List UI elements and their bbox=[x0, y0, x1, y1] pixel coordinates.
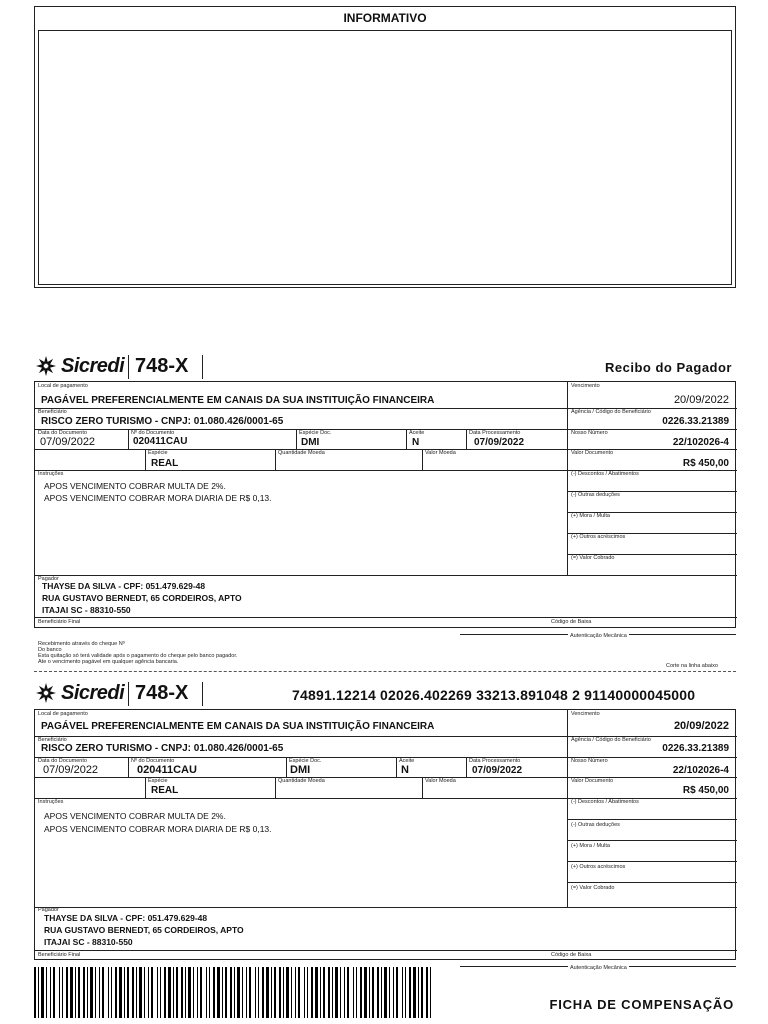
header-divider bbox=[202, 682, 203, 706]
especie-value: REAL bbox=[151, 458, 179, 469]
label-nosso-numero: Nosso Número bbox=[571, 758, 608, 764]
beneficiario-value: RISCO ZERO TURISMO - CNPJ: 01.080.426/0001-65 bbox=[41, 743, 284, 754]
label-local-pagamento: Local de pagamento bbox=[38, 711, 88, 717]
informativo-box bbox=[34, 6, 736, 288]
agencia-value: 0226.33.21389 bbox=[662, 743, 729, 754]
receipt-slip bbox=[34, 381, 736, 628]
label-outros-acrescimos: (+) Outros acréscimos bbox=[571, 534, 626, 540]
ficha-title: FICHA DE COMPENSAÇÃO bbox=[549, 997, 734, 1012]
aceite-value: N bbox=[401, 764, 409, 776]
label-codigo-baixa: Código de Baixa bbox=[551, 619, 592, 625]
label-outros-acrescimos: (+) Outros acréscimos bbox=[571, 864, 626, 870]
informativo-content-area bbox=[38, 30, 732, 285]
header-divider bbox=[128, 355, 129, 379]
label-codigo-baixa: Código de Baixa bbox=[551, 952, 592, 958]
label-numero-documento: Nº do Documento bbox=[131, 758, 175, 764]
sicredi-spiral-icon bbox=[34, 354, 58, 378]
label-vencimento: Vencimento bbox=[571, 383, 600, 389]
label-valor-moeda: Valor Moeda bbox=[425, 450, 456, 456]
pagador-line: RUA GUSTAVO BERNEDT, 65 CORDEIROS, APTO bbox=[44, 925, 244, 935]
label-mora-multa: (+) Mora / Multa bbox=[571, 513, 610, 519]
label-autenticacao: Autenticação Mecânica bbox=[570, 633, 627, 639]
label-data-documento: Data do Documento bbox=[38, 430, 87, 436]
especie-doc-value: DMI bbox=[301, 437, 320, 448]
label-beneficiario: Beneficiário bbox=[38, 409, 67, 415]
bank-logo bbox=[34, 680, 124, 706]
pagador-line: ITAJAI SC - 88310-550 bbox=[42, 605, 131, 615]
local-pagamento: PAGÁVEL PREFERENCIALMENTE EM CANAIS DA SUA INSTITUIÇÃO FINANCEIRA bbox=[41, 395, 435, 406]
numero-documento-value: 020411CAU bbox=[133, 436, 188, 447]
linha-digitavel: 74891.12214 02026.402269 33213.891048 2 91140000045000 bbox=[292, 687, 696, 703]
label-valor-cobrado: (=) Valor Cobrado bbox=[571, 555, 615, 561]
local-pagamento: PAGÁVEL PREFERENCIALMENTE EM CANAIS DA SUA INSTITUIÇÃO FINANCEIRA bbox=[41, 721, 435, 732]
bank-code: 748-X bbox=[135, 355, 189, 377]
bank-name: Sicredi bbox=[61, 354, 125, 377]
label-quantidade-moeda: Quantidade Moeda bbox=[278, 450, 325, 456]
label-vencimento: Vencimento bbox=[571, 711, 600, 717]
label-especie: Espécie bbox=[148, 450, 168, 456]
instrucao-line: APOS VENCIMENTO COBRAR MULTA DE 2%. bbox=[44, 811, 226, 821]
label-data-documento: Data do Documento bbox=[38, 758, 87, 764]
label-instrucoes: Instruções bbox=[38, 799, 64, 805]
nosso-numero-value: 22/102026-4 bbox=[672, 437, 729, 448]
pagador-line: RUA GUSTAVO BERNEDT, 65 CORDEIROS, APTO bbox=[42, 593, 242, 603]
label-aceite: Aceite bbox=[399, 758, 415, 764]
cut-line bbox=[34, 671, 736, 672]
label-valor-cobrado: (=) Valor Cobrado bbox=[571, 885, 615, 891]
data-documento-value: 07/09/2022 bbox=[40, 436, 96, 448]
receipt-title: Recibo do Pagador bbox=[605, 360, 732, 375]
bank-code: 748-X bbox=[135, 682, 189, 704]
label-agencia: Agência / Código do Beneficiário bbox=[571, 409, 651, 415]
beneficiario-value: RISCO ZERO TURISMO - CNPJ: 01.080.426/0001-65 bbox=[41, 416, 284, 427]
vencimento-value: 20/09/2022 bbox=[673, 394, 729, 406]
label-numero-documento: Nº do Documento bbox=[131, 430, 175, 436]
instrucao-line: APOS VENCIMENTO COBRAR MORA DIARIA DE R$ 0,13. bbox=[44, 493, 272, 503]
corte-label: Corte na linha abaixo bbox=[666, 663, 718, 669]
data-processamento-value: 07/09/2022 bbox=[472, 765, 523, 776]
ficha-slip bbox=[34, 709, 736, 960]
instrucao-line: APOS VENCIMENTO COBRAR MULTA DE 2%. bbox=[44, 481, 226, 491]
especie-doc-value: DMI bbox=[290, 764, 311, 776]
informativo-title: INFORMATIVO bbox=[343, 11, 427, 25]
pagador-line: ITAJAI SC - 88310-550 bbox=[44, 937, 133, 947]
agencia-value: 0226.33.21389 bbox=[662, 416, 729, 427]
numero-documento-value: 020411CAU bbox=[137, 764, 197, 776]
label-especie: Espécie bbox=[148, 778, 168, 784]
especie-value: REAL bbox=[151, 785, 179, 796]
label-pagador: Pagador bbox=[38, 576, 59, 582]
instrucao-line: APOS VENCIMENTO COBRAR MORA DIARIA DE R$ 0,13. bbox=[44, 824, 272, 834]
label-aceite: Aceite bbox=[409, 430, 425, 436]
nosso-numero-value: 22/102026-4 bbox=[672, 765, 729, 776]
label-beneficiario: Beneficiário bbox=[38, 737, 67, 743]
label-especie-doc: Espécie Doc. bbox=[289, 758, 322, 764]
label-agencia: Agência / Código do Beneficiário bbox=[571, 737, 651, 743]
label-beneficiario-final: Beneficiário Final bbox=[38, 619, 81, 625]
notice-line: Ate o vencimento pagável em qualquer agência bancaria. bbox=[38, 659, 179, 665]
label-pagador: Pagador bbox=[38, 907, 59, 913]
label-descontos: (-) Descontos / Abatimentos bbox=[571, 471, 639, 477]
label-outras-deducoes: (-) Outras deduções bbox=[571, 822, 620, 828]
label-descontos: (-) Descontos / Abatimentos bbox=[571, 799, 639, 805]
label-nosso-numero: Nosso Número bbox=[571, 430, 608, 436]
valor-documento-value: R$ 450,00 bbox=[682, 458, 729, 469]
label-data-processamento: Data Processamento bbox=[469, 758, 521, 764]
data-processamento-value: 07/09/2022 bbox=[474, 437, 525, 448]
label-mora-multa: (+) Mora / Multa bbox=[571, 843, 610, 849]
header-divider bbox=[202, 355, 203, 379]
pagador-line: THAYSE DA SILVA - CPF: 051.479.629-48 bbox=[42, 581, 206, 591]
label-quantidade-moeda: Quantidade Moeda bbox=[278, 778, 325, 784]
aceite-value: N bbox=[412, 437, 420, 448]
valor-documento-value: R$ 450,00 bbox=[682, 785, 729, 796]
vencimento-value: 20/09/2022 bbox=[673, 720, 729, 732]
notice-line: Recebimento através do cheque Nº bbox=[38, 641, 125, 647]
label-data-processamento: Data Processamento bbox=[469, 430, 521, 436]
label-outras-deducoes: (-) Outras deduções bbox=[571, 492, 620, 498]
header-divider bbox=[128, 682, 129, 706]
barcode bbox=[34, 967, 436, 1018]
label-autenticacao: Autenticação Mecânica bbox=[570, 965, 627, 971]
label-instrucoes: Instruções bbox=[38, 471, 64, 477]
notice-line: Do banco bbox=[38, 647, 62, 653]
label-valor-documento: Valor Documento bbox=[571, 450, 614, 456]
label-valor-documento: Valor Documento bbox=[571, 778, 614, 784]
bank-name: Sicredi bbox=[61, 681, 125, 704]
label-especie-doc: Espécie Doc. bbox=[299, 430, 332, 436]
notice-line: Esta quitação só terá validade após o pagamento do cheque pelo banco pagador. bbox=[38, 653, 238, 659]
pagador-line: THAYSE DA SILVA - CPF: 051.479.629-48 bbox=[44, 913, 208, 923]
label-beneficiario-final: Beneficiário Final bbox=[38, 952, 81, 958]
label-local-pagamento: Local de pagamento bbox=[38, 383, 88, 389]
bank-logo bbox=[34, 353, 124, 379]
data-documento-value: 07/09/2022 bbox=[43, 764, 99, 776]
label-valor-moeda: Valor Moeda bbox=[425, 778, 456, 784]
sicredi-spiral-icon bbox=[34, 681, 58, 705]
